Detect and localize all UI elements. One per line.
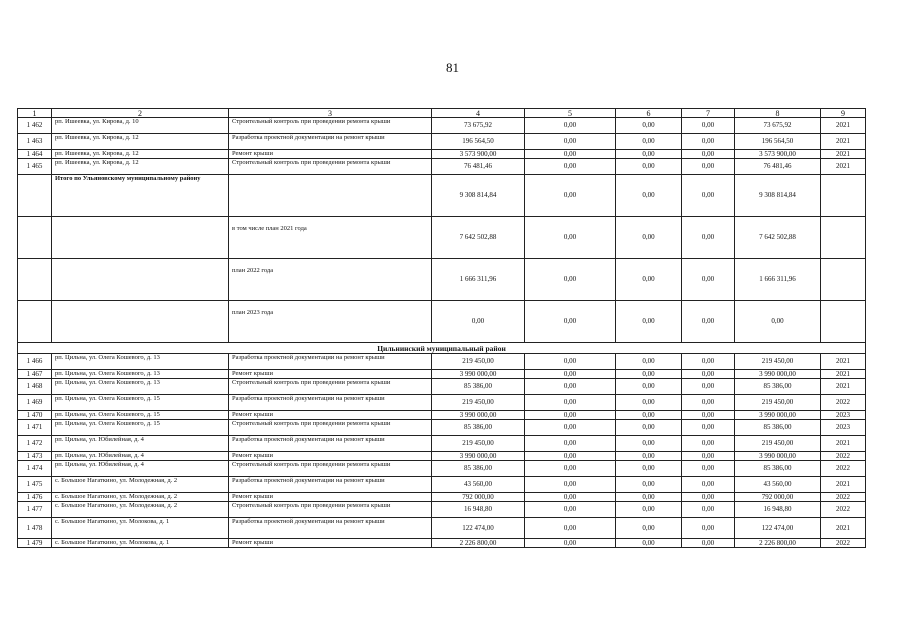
amount-cell: 0,00 [616, 436, 682, 452]
amount-cell: 3 990 000,00 [735, 452, 821, 461]
amount-cell: 85 386,00 [432, 379, 525, 395]
amount-cell: 0,00 [682, 217, 735, 259]
amount-cell: 85 386,00 [735, 420, 821, 436]
amount-cell: 122 474,00 [432, 518, 525, 539]
amount-cell: 0,00 [682, 134, 735, 150]
table-row [18, 420, 866, 436]
row-number-cell: 1 469 [18, 395, 52, 411]
year-cell: 2022 [821, 452, 866, 461]
work-type-cell: Строительный контроль при проведении ремонта крыши [229, 461, 432, 477]
year-cell: 2021 [821, 354, 866, 370]
table-row [18, 411, 866, 420]
amount-cell: 219 450,00 [735, 354, 821, 370]
amount-cell: 0,00 [525, 259, 616, 301]
amount-cell: 0,00 [525, 175, 616, 217]
amount-cell: 0,00 [525, 118, 616, 134]
address-cell: рп. Ишеевка, ул. Кирова, д. 12 [52, 159, 229, 175]
amount-cell: 43 560,00 [735, 477, 821, 493]
address-cell: с. Большое Нагаткино, ул. Молодежная, д. 2 [52, 493, 229, 502]
row-number-cell: 1 477 [18, 502, 52, 518]
column-number-cell: 9 [821, 109, 866, 118]
amount-cell: 16 948,80 [432, 502, 525, 518]
amount-cell: 0,00 [525, 217, 616, 259]
address-cell: с. Большое Нагаткино, ул. Молодежная, д. 2 [52, 477, 229, 493]
table-row [18, 379, 866, 395]
amount-cell: 196 564,50 [432, 134, 525, 150]
amount-cell: 0,00 [525, 159, 616, 175]
amount-cell: 3 990 000,00 [432, 411, 525, 420]
amount-cell: 76 481,46 [735, 159, 821, 175]
empty-cell [18, 217, 52, 259]
address-cell: с. Большое Нагаткино, ул. Молокова, д. 1 [52, 539, 229, 548]
amount-cell: 219 450,00 [735, 395, 821, 411]
amount-cell: 0,00 [616, 354, 682, 370]
empty-cell [18, 301, 52, 343]
amount-cell: 0,00 [682, 118, 735, 134]
row-number-cell: 1 464 [18, 150, 52, 159]
amount-cell: 9 308 814,84 [432, 175, 525, 217]
amount-cell: 122 474,00 [735, 518, 821, 539]
row-number-cell: 1 465 [18, 159, 52, 175]
amount-cell: 0,00 [616, 159, 682, 175]
row-number-cell: 1 462 [18, 118, 52, 134]
amount-cell: 76 481,46 [432, 159, 525, 175]
amount-cell: 3 573 900,00 [735, 150, 821, 159]
amount-cell: 0,00 [525, 477, 616, 493]
table-row [18, 493, 866, 502]
amount-cell: 85 386,00 [432, 420, 525, 436]
row-number-cell: 1 467 [18, 370, 52, 379]
year-cell: 2022 [821, 502, 866, 518]
amount-cell: 0,00 [525, 518, 616, 539]
address-cell: рп. Цильна, ул. Юбилейная, д. 4 [52, 436, 229, 452]
amount-cell: 1 666 311,96 [735, 259, 821, 301]
work-type-cell: Строительный контроль при проведении ремонта крыши [229, 159, 432, 175]
total-row [18, 259, 866, 301]
amount-cell: 0,00 [682, 452, 735, 461]
amount-cell: 0,00 [616, 395, 682, 411]
work-type-cell: Ремонт крыши [229, 150, 432, 159]
work-type-cell: Ремонт крыши [229, 411, 432, 420]
address-cell: с. Большое Нагаткино, ул. Молокова, д. 1 [52, 518, 229, 539]
amount-cell: 0,00 [616, 118, 682, 134]
amount-cell: 0,00 [682, 379, 735, 395]
amount-cell: 0,00 [525, 395, 616, 411]
amount-cell: 0,00 [525, 539, 616, 548]
table-body [18, 109, 866, 548]
amount-cell: 7 642 502,88 [432, 217, 525, 259]
row-number-cell: 1 471 [18, 420, 52, 436]
total-label-cell [52, 217, 229, 259]
row-number-cell: 1 479 [18, 539, 52, 548]
amount-cell: 0,00 [525, 502, 616, 518]
total-label-cell [52, 301, 229, 343]
amount-cell: 0,00 [525, 150, 616, 159]
empty-cell [821, 301, 866, 343]
amount-cell: 0,00 [616, 420, 682, 436]
amount-cell: 3 990 000,00 [735, 370, 821, 379]
row-number-cell: 1 468 [18, 379, 52, 395]
work-type-cell: Разработка проектной документации на ремонт крыши [229, 354, 432, 370]
year-cell: 2022 [821, 461, 866, 477]
amount-cell: 3 990 000,00 [432, 452, 525, 461]
amount-cell: 7 642 502,88 [735, 217, 821, 259]
year-cell: 2021 [821, 518, 866, 539]
amount-cell: 0,00 [616, 301, 682, 343]
amount-cell: 0,00 [432, 301, 525, 343]
total-label-cell [52, 259, 229, 301]
row-number-cell: 1 472 [18, 436, 52, 452]
amount-cell: 219 450,00 [735, 436, 821, 452]
header-row [18, 109, 866, 118]
table-row [18, 502, 866, 518]
amount-cell: 0,00 [525, 134, 616, 150]
amount-cell: 0,00 [616, 217, 682, 259]
amount-cell: 0,00 [682, 502, 735, 518]
amount-cell: 219 450,00 [432, 395, 525, 411]
amount-cell: 0,00 [525, 301, 616, 343]
amount-cell: 792 000,00 [432, 493, 525, 502]
row-number-cell: 1 470 [18, 411, 52, 420]
amount-cell: 3 573 900,00 [432, 150, 525, 159]
table-row [18, 354, 866, 370]
column-number-cell: 6 [616, 109, 682, 118]
total-row [18, 301, 866, 343]
amount-cell: 792 000,00 [735, 493, 821, 502]
amount-cell: 0,00 [682, 175, 735, 217]
address-cell: рп. Цильна, ул. Юбилейная, д. 4 [52, 452, 229, 461]
amount-cell: 9 308 814,84 [735, 175, 821, 217]
year-cell: 2021 [821, 159, 866, 175]
section-title: Цильнинский муниципальный район [18, 343, 866, 354]
table-row [18, 518, 866, 539]
amount-cell: 219 450,00 [432, 436, 525, 452]
work-type-cell: Разработка проектной документации на ремонт крыши [229, 134, 432, 150]
total-label-cell: Итого по Ульяновскому муниципальному району [52, 175, 229, 217]
column-number-cell: 5 [525, 109, 616, 118]
address-cell: рп. Цильна, ул. Олега Кошевого, д. 15 [52, 420, 229, 436]
column-number-cell: 2 [52, 109, 229, 118]
work-type-cell: Ремонт крыши [229, 370, 432, 379]
total-row [18, 175, 866, 217]
amount-cell: 0,00 [682, 159, 735, 175]
amount-cell: 43 560,00 [432, 477, 525, 493]
amount-cell: 219 450,00 [432, 354, 525, 370]
amount-cell: 0,00 [682, 461, 735, 477]
work-type-cell: Строительный контроль при проведении ремонта крыши [229, 379, 432, 395]
empty-cell [821, 217, 866, 259]
table-row [18, 539, 866, 548]
work-type-cell: Строительный контроль при проведении ремонта крыши [229, 118, 432, 134]
table-row [18, 461, 866, 477]
amount-cell: 73 675,92 [432, 118, 525, 134]
amount-cell: 0,00 [525, 354, 616, 370]
section-row [18, 343, 866, 354]
amount-cell: 0,00 [682, 436, 735, 452]
amount-cell: 0,00 [682, 411, 735, 420]
column-number-cell: 7 [682, 109, 735, 118]
year-cell: 2023 [821, 420, 866, 436]
amount-cell: 0,00 [616, 411, 682, 420]
address-cell: рп. Ишеевка, ул. Кирова, д. 12 [52, 134, 229, 150]
amount-cell: 0,00 [525, 420, 616, 436]
work-type-cell: Ремонт крыши [229, 452, 432, 461]
table-row [18, 436, 866, 452]
year-cell: 2021 [821, 118, 866, 134]
column-number-cell: 3 [229, 109, 432, 118]
column-number-cell: 8 [735, 109, 821, 118]
amount-cell: 0,00 [682, 493, 735, 502]
amount-cell: 0,00 [682, 420, 735, 436]
work-type-cell: Разработка проектной документации на ремонт крыши [229, 477, 432, 493]
work-type-cell: Строительный контроль при проведении ремонта крыши [229, 502, 432, 518]
table-row [18, 477, 866, 493]
empty-cell [821, 259, 866, 301]
total-row [18, 217, 866, 259]
amount-cell: 0,00 [616, 259, 682, 301]
empty-cell [18, 259, 52, 301]
address-cell: рп. Ишеевка, ул. Кирова, д. 12 [52, 150, 229, 159]
amount-cell: 0,00 [682, 518, 735, 539]
amount-cell: 0,00 [616, 175, 682, 217]
work-type-cell: Разработка проектной документации на ремонт крыши [229, 395, 432, 411]
amount-cell: 0,00 [616, 370, 682, 379]
amount-cell: 0,00 [682, 259, 735, 301]
amount-cell: 0,00 [682, 539, 735, 548]
year-cell: 2021 [821, 134, 866, 150]
column-number-cell: 1 [18, 109, 52, 118]
work-type-cell: Ремонт крыши [229, 539, 432, 548]
year-cell: 2022 [821, 395, 866, 411]
table-row [18, 159, 866, 175]
table-row [18, 118, 866, 134]
address-cell: с. Большое Нагаткино, ул. Молодежная, д. 2 [52, 502, 229, 518]
amount-cell: 0,00 [616, 379, 682, 395]
amount-cell: 0,00 [616, 502, 682, 518]
table-row [18, 452, 866, 461]
address-cell: рп. Цильна, ул. Олега Кошевого, д. 15 [52, 411, 229, 420]
table-row [18, 134, 866, 150]
column-number-cell: 4 [432, 109, 525, 118]
amount-cell: 0,00 [616, 150, 682, 159]
row-number-cell: 1 475 [18, 477, 52, 493]
year-cell: 2022 [821, 539, 866, 548]
amount-cell: 0,00 [525, 452, 616, 461]
amount-cell: 0,00 [682, 150, 735, 159]
plan-year-cell [229, 175, 432, 217]
capital-repair-table [17, 108, 866, 548]
amount-cell: 3 990 000,00 [735, 411, 821, 420]
address-cell: рп. Цильна, ул. Олега Кошевого, д. 13 [52, 354, 229, 370]
empty-cell [821, 175, 866, 217]
amount-cell: 0,00 [616, 518, 682, 539]
amount-cell: 0,00 [616, 461, 682, 477]
year-cell: 2021 [821, 379, 866, 395]
year-cell: 2021 [821, 150, 866, 159]
work-type-cell: Строительный контроль при проведении ремонта крыши [229, 420, 432, 436]
work-type-cell: Разработка проектной документации на ремонт крыши [229, 518, 432, 539]
amount-cell: 16 948,80 [735, 502, 821, 518]
row-number-cell: 1 474 [18, 461, 52, 477]
year-cell: 2021 [821, 370, 866, 379]
amount-cell: 2 226 800,00 [432, 539, 525, 548]
amount-cell: 0,00 [525, 493, 616, 502]
plan-year-cell: в том числе план 2021 года [229, 217, 432, 259]
row-number-cell: 1 463 [18, 134, 52, 150]
year-cell: 2021 [821, 436, 866, 452]
year-cell: 2021 [821, 477, 866, 493]
year-cell: 2022 [821, 493, 866, 502]
page-number: 81 [446, 60, 459, 75]
amount-cell: 85 386,00 [735, 379, 821, 395]
empty-cell [18, 175, 52, 217]
amount-cell: 0,00 [525, 436, 616, 452]
address-cell: рп. Цильна, ул. Олега Кошевого, д. 15 [52, 395, 229, 411]
amount-cell: 0,00 [525, 411, 616, 420]
amount-cell: 0,00 [616, 452, 682, 461]
amount-cell: 85 386,00 [735, 461, 821, 477]
amount-cell: 0,00 [525, 461, 616, 477]
table-row [18, 150, 866, 159]
address-cell: рп. Цильна, ул. Юбилейная, д. 4 [52, 461, 229, 477]
address-cell: рп. Цильна, ул. Олега Кошевого, д. 13 [52, 370, 229, 379]
amount-cell: 1 666 311,96 [432, 259, 525, 301]
amount-cell: 0,00 [616, 134, 682, 150]
table-row [18, 370, 866, 379]
amount-cell: 0,00 [616, 477, 682, 493]
amount-cell: 0,00 [682, 301, 735, 343]
work-type-cell: Ремонт крыши [229, 493, 432, 502]
amount-cell: 0,00 [682, 395, 735, 411]
address-cell: рп. Цильна, ул. Олега Кошевого, д. 13 [52, 379, 229, 395]
amount-cell: 0,00 [682, 370, 735, 379]
amount-cell: 0,00 [616, 539, 682, 548]
plan-year-cell: план 2022 года [229, 259, 432, 301]
amount-cell: 196 564,50 [735, 134, 821, 150]
amount-cell: 0,00 [735, 301, 821, 343]
amount-cell: 0,00 [682, 477, 735, 493]
amount-cell: 0,00 [525, 379, 616, 395]
row-number-cell: 1 478 [18, 518, 52, 539]
address-cell: рп. Ишеевка, ул. Кирова, д. 10 [52, 118, 229, 134]
amount-cell: 3 990 000,00 [432, 370, 525, 379]
amount-cell: 73 675,92 [735, 118, 821, 134]
amount-cell: 0,00 [682, 354, 735, 370]
table-row [18, 395, 866, 411]
plan-year-cell: план 2023 года [229, 301, 432, 343]
amount-cell: 85 386,00 [432, 461, 525, 477]
amount-cell: 0,00 [616, 493, 682, 502]
row-number-cell: 1 473 [18, 452, 52, 461]
work-type-cell: Разработка проектной документации на ремонт крыши [229, 436, 432, 452]
amount-cell: 2 226 800,00 [735, 539, 821, 548]
year-cell: 2023 [821, 411, 866, 420]
row-number-cell: 1 476 [18, 493, 52, 502]
amount-cell: 0,00 [525, 370, 616, 379]
row-number-cell: 1 466 [18, 354, 52, 370]
